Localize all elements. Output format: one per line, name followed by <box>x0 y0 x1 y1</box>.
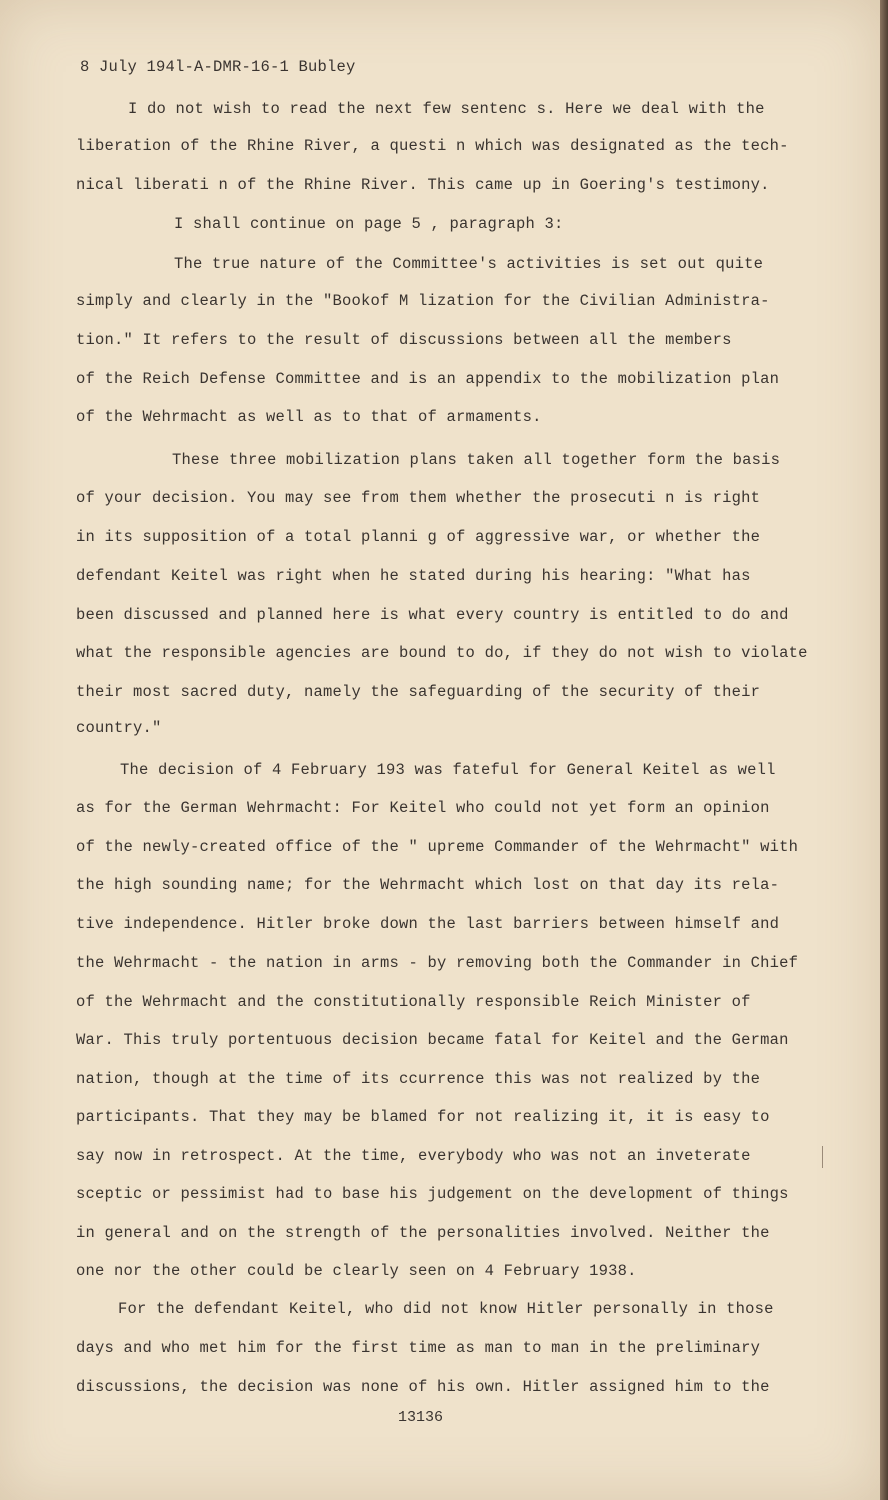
text-line: days and who met him for the first time as man to man in the preliminary <box>76 1339 761 1357</box>
text-line: of the newly-created office of the " upreme Commander of the Wehrmacht" with <box>76 838 799 856</box>
text-line: The decision of 4 February 193 was fateful for General Keitel as well <box>120 761 776 779</box>
text-line: liberation of the Rhine River, a questi n which was designated as the tech- <box>76 137 789 155</box>
text-line: tion." It refers to the result of discussions between all the members <box>76 331 732 349</box>
text-line: I shall continue on page 5 , paragraph 3: <box>174 215 564 233</box>
text-line: in its supposition of a total planni g of aggressive war, or whether the <box>76 528 761 546</box>
text-line: in general and on the strength of the personalities involved. Neither the <box>76 1224 770 1242</box>
page-edge <box>880 0 888 1500</box>
text-line: nical liberati n of the Rhine River. This came up in Goering's testimony. <box>76 176 770 194</box>
text-line: War. This truly portentuous decision became fatal for Keitel and the German <box>76 1031 789 1049</box>
text-line: as for the German Wehrmacht: For Keitel who could not yet form an opinion <box>76 799 770 817</box>
text-line: the high sounding name; for the Wehrmacht which lost on that day its rela- <box>76 876 780 894</box>
text-line: tive independence. Hitler broke down the last barriers between himself and <box>76 915 780 933</box>
text-line: been discussed and planned here is what every country is entitled to do and <box>76 606 789 624</box>
text-line: For the defendant Keitel, who did not know Hitler personally in those <box>118 1300 774 1318</box>
text-line: of your decision. You may see from them whether the prosecuti n is right <box>76 489 761 507</box>
text-line: The true nature of the Committee's activities is set out quite <box>174 255 764 273</box>
page-number: 13136 <box>398 1409 444 1426</box>
text-line: These three mobilization plans taken all together form the basis <box>172 451 781 469</box>
text-line: discussions, the decision was none of his own. Hitler assigned him to the <box>76 1378 770 1396</box>
text-line: participants. That they may be blamed for not realizing it, it is easy to <box>76 1108 770 1126</box>
text-line: one nor the other could be clearly seen on 4 February 1938. <box>76 1262 637 1280</box>
text-line: defendant Keitel was right when he stated during his hearing: "What has <box>76 567 751 585</box>
document-header: 8 July 194Ɩ-A-DMR-16-1 Bubley <box>80 58 356 76</box>
text-line: nation, though at the time of its ccurrence this was not realized by the <box>76 1070 761 1088</box>
text-line: what the responsible agencies are bound to do, if they do not wish to violate <box>76 644 808 662</box>
text-line: of the Wehrmacht and the constitutionally responsible Reich Minister of <box>76 993 751 1011</box>
margin-mark <box>822 1146 823 1168</box>
text-line: the Wehrmacht - the nation in arms - by removing both the Commander in Chief <box>76 954 799 972</box>
text-line: I do not wish to read the next few sentenc s. Here we deal with the <box>128 100 765 118</box>
text-line: say now in retrospect. At the time, everybody who was not an inveterate <box>76 1147 751 1165</box>
text-line: of the Wehrmacht as well as to that of armaments. <box>76 408 542 426</box>
text-line: sceptic or pessimist had to base his judgement on the development of things <box>76 1185 789 1203</box>
text-line: country." <box>76 719 162 737</box>
text-line: their most sacred duty, namely the safeguarding of the security of their <box>76 683 761 701</box>
text-line: simply and clearly in the "Bookof M lization for the Civilian Administra- <box>76 292 770 310</box>
text-line: of the Reich Defense Committee and is an appendix to the mobilization plan <box>76 370 780 388</box>
